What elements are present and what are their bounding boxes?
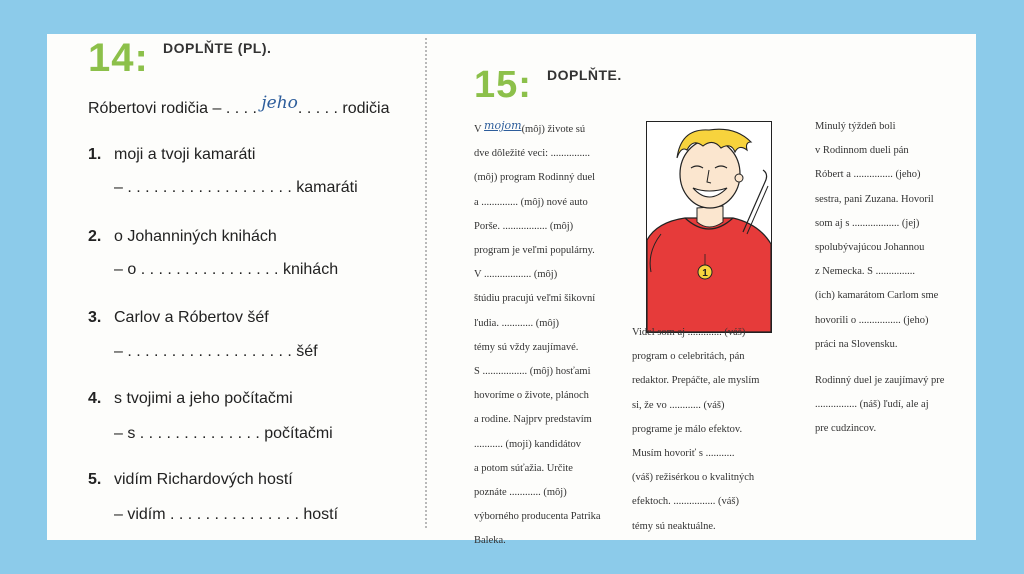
- item-number: 2.: [88, 228, 102, 245]
- text-line: som aj s .................. (jej): [815, 217, 920, 229]
- item-text: s tvojimi a jeho počítačmi: [114, 390, 293, 407]
- paragraph-gap: [815, 357, 944, 369]
- text-line: témy sú vždy zaujímavé.: [474, 341, 579, 353]
- text-line: dve dôležité veci: ...............: [474, 148, 591, 160]
- line-prefix: V: [474, 124, 485, 135]
- text-line: hovorili o ................ (jeho): [815, 314, 929, 326]
- text-line: redaktor. Prepáčte, ale myslím: [632, 375, 760, 387]
- text-line: práci na Slovensku.: [815, 338, 898, 350]
- line-suffix: (môj) živote sú: [521, 124, 586, 135]
- text-line: si, že vo ............ (váš): [632, 399, 725, 411]
- text-line: poznáte ............ (môj): [474, 487, 567, 499]
- exercise-14-fill-line[interactable]: – . . . . . . . . . . . . . . . . . . . šéf: [114, 343, 318, 360]
- text-line: Porše. ................. (môj): [474, 220, 574, 232]
- text-line: Rodinný duel je zaujímavý pre: [815, 375, 945, 387]
- column-divider: [425, 38, 427, 528]
- text-line: sestra, pani Zuzana. Hovoril: [815, 193, 934, 205]
- exercise-14-fill-line[interactable]: – s . . . . . . . . . . . . . . počítačmi: [114, 425, 333, 442]
- cartoon-host-illustration: [646, 121, 772, 333]
- cartoon-drawing: [647, 122, 771, 332]
- text-line: a .............. (môj) nové auto: [474, 196, 588, 208]
- text-line: programe je málo efektov.: [632, 423, 743, 435]
- text-line: Róbert a ............... (jeho): [815, 169, 921, 181]
- exercise-15-title: DOPLŇTE.: [547, 67, 622, 83]
- text-line: V .................. (môj): [474, 269, 558, 281]
- text-line: a rodine. Najprv predstavím: [474, 414, 592, 426]
- item-number: 4.: [88, 390, 102, 407]
- text-line: témy sú neaktuálne.: [632, 520, 716, 532]
- text-line: ................ (náš) ľudí, ale aj: [815, 399, 929, 411]
- example-after: . . . . . rodičia: [297, 100, 390, 117]
- exercise-14-fill-line[interactable]: – . . . . . . . . . . . . . . . . . . . kamaráti: [114, 179, 358, 196]
- item-text: moji a tvoji kamaráti: [114, 146, 256, 163]
- exercise-14-fill-line[interactable]: – vidím . . . . . . . . . . . . . . . hostí: [114, 506, 339, 523]
- exercise-14-fill-line[interactable]: – o . . . . . . . . . . . . . . . . knihách: [114, 261, 339, 278]
- text-line: Baleka.: [474, 535, 506, 547]
- text-line: (váš) režisérkou o kvalitných: [632, 472, 755, 484]
- item-text: Carlov a Róbertov šéf: [114, 309, 269, 326]
- text-line: program o celebritách, pán: [632, 351, 745, 363]
- exercise-14-title: DOPLŇTE (PL).: [163, 40, 272, 56]
- text-line: S ................. (môj) hosťami: [474, 366, 591, 378]
- text-line: a potom súťažia. Určite: [474, 462, 573, 474]
- text-line: efektoch. ................ (váš): [632, 496, 740, 508]
- text-line: (môj) program Rodinný duel: [474, 172, 596, 184]
- exercise-15-text-column-3: [815, 115, 944, 442]
- exercise-15-text-column-1: [474, 117, 601, 554]
- text-line: hovoríme o živote, plánoch: [474, 390, 589, 402]
- item-number: 3.: [88, 309, 102, 326]
- exercise-14-number: 14:: [88, 36, 149, 80]
- item-number: 1.: [88, 146, 102, 163]
- exercise-15-number: 15:: [474, 64, 532, 106]
- text-line: (ich) kamarátom Carlom sme: [815, 290, 939, 302]
- exercise-14-item: [88, 471, 293, 489]
- exercise-15-text-column-2: [632, 321, 759, 539]
- text-line: [474, 117, 601, 142]
- text-line: program je veľmi populárny.: [474, 245, 595, 257]
- item-text: o Johanniných knihách: [114, 228, 277, 245]
- text-line: výborného producenta Patrika: [474, 511, 601, 523]
- shirt-number: 1: [702, 268, 708, 279]
- text-line: v Rodinnom dueli pán: [815, 145, 909, 157]
- item-text: vidím Richardových hostí: [114, 471, 293, 488]
- exercise-14-item: [88, 390, 293, 408]
- exercise-14-item: [88, 146, 255, 164]
- exercise-14-item: [88, 228, 277, 246]
- item-number: 5.: [88, 471, 102, 488]
- exercise-14-example: [88, 93, 390, 118]
- handwritten-answer: mojom: [484, 119, 522, 132]
- exercise-14-item: [88, 309, 269, 327]
- text-line: pre cudzincov.: [815, 423, 877, 435]
- text-line: štúdiu pracujú veľmi šikovní: [474, 293, 596, 305]
- text-line: Videl som aj ............. (váš): [632, 327, 746, 338]
- text-line: Musím hovoriť s ...........: [632, 448, 735, 460]
- worksheet-page: [47, 34, 976, 547]
- text-line: z Nemecka. S ...............: [815, 266, 916, 278]
- text-line: ľudia. ............ (môj): [474, 317, 560, 329]
- text-line: ........... (moji) kandidátov: [474, 438, 582, 450]
- text-line: spolubývajúcou Johannou: [815, 242, 925, 254]
- example-handwritten-answer: jeho: [261, 93, 298, 113]
- example-before: Róbertovi rodičia – . . . .: [88, 100, 262, 117]
- text-line: Minulý týždeň boli: [815, 121, 896, 132]
